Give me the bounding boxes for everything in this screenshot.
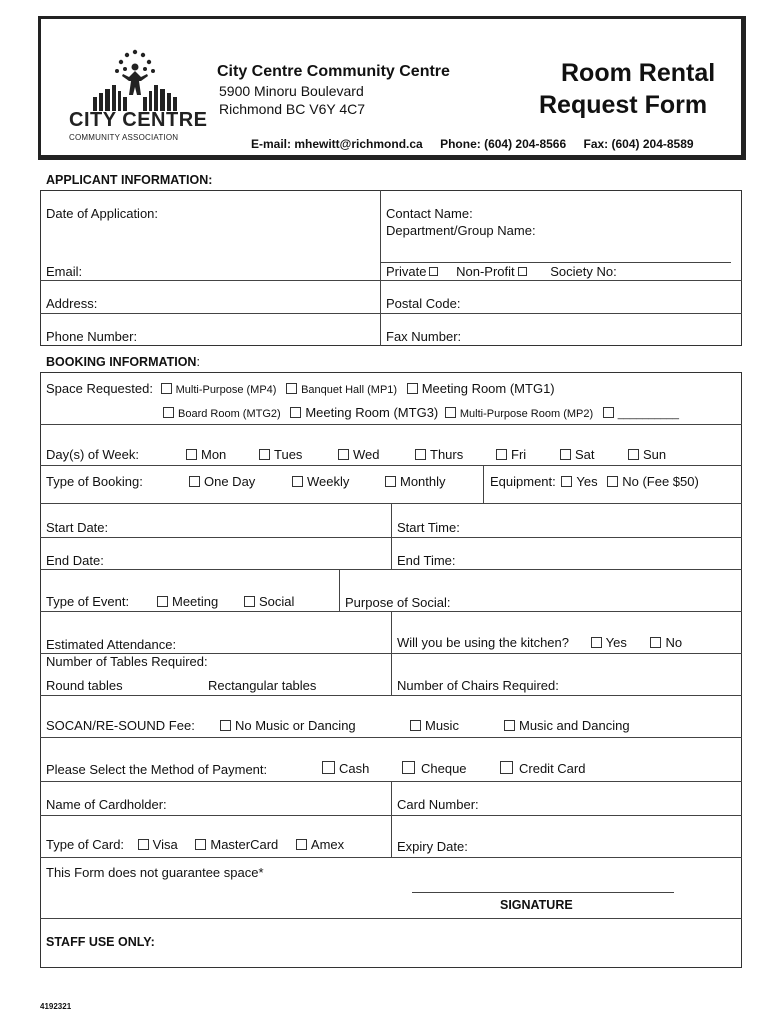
payment-credit-card[interactable]: Credit Card [500, 761, 585, 776]
type-of-booking-label: Type of Booking: [46, 474, 143, 489]
sun-checkbox[interactable] [628, 449, 639, 460]
booking-monthly[interactable]: Monthly [385, 474, 446, 489]
expiry-date-label[interactable]: Expiry Date: [397, 839, 468, 854]
round-tables-label[interactable]: Round tables [46, 678, 123, 693]
card-divider [391, 781, 392, 857]
board-room-label: Board Room (MTG2) [178, 408, 281, 420]
purpose-divider [339, 569, 340, 611]
banquet-hall-checkbox[interactable] [286, 383, 297, 394]
social-checkbox[interactable] [244, 596, 255, 607]
private-label: Private [386, 264, 427, 279]
cheque-checkbox[interactable] [402, 761, 415, 774]
type-of-event-label: Type of Event: [46, 594, 130, 609]
non-profit-label: Non-Profit [456, 264, 515, 279]
booking-one-day[interactable]: One Day [189, 474, 255, 489]
mp2-label: Multi-Purpose Room (MP2) [459, 408, 594, 420]
visa-label: Visa [152, 837, 178, 852]
row-divider [40, 280, 742, 281]
music-checkbox[interactable] [410, 720, 421, 731]
kitchen-yes-label: Yes [605, 635, 627, 650]
booking-weekly[interactable]: Weekly [292, 474, 349, 489]
mastercard-checkbox[interactable] [195, 839, 206, 850]
postal-code-label[interactable]: Postal Code: [386, 296, 461, 311]
organization-address-line2: Richmond BC V6Y 4C7 [219, 101, 366, 117]
other-space-blank[interactable]: __________ [617, 408, 679, 420]
form-code: 4192321 [40, 1002, 72, 1011]
event-social[interactable]: Social [244, 594, 294, 609]
socan-fee-label: SOCAN/RE-SOUND Fee: [46, 718, 195, 733]
mtg1-label: Meeting Room (MTG1) [421, 381, 555, 396]
mastercard-label: MasterCard [210, 837, 279, 852]
day-fri[interactable]: Fri [496, 447, 526, 462]
no-music-checkbox[interactable] [220, 720, 231, 731]
booking-section-title: BOOKING INFORMATION: [46, 355, 200, 369]
tues-checkbox[interactable] [259, 449, 270, 460]
estimated-attendance-label[interactable]: Estimated Attendance: [46, 637, 177, 652]
form-title-line2: Request Form [539, 91, 708, 119]
start-date-label[interactable]: Start Date: [46, 520, 109, 535]
equipment-no-label: No (Fee $50) [622, 474, 699, 489]
equipment-yes-label: Yes [576, 474, 598, 489]
day-thurs[interactable]: Thurs [415, 447, 463, 462]
mtg1-checkbox[interactable] [407, 383, 418, 394]
banquet-hall-label: Banquet Hall (MP1) [301, 384, 398, 396]
signature-label: SIGNATURE [500, 898, 573, 912]
board-room-checkbox[interactable] [163, 407, 174, 418]
signature-line[interactable] [412, 892, 674, 893]
monthly-checkbox[interactable] [385, 476, 396, 487]
row-divider [40, 815, 742, 816]
mon-checkbox[interactable] [186, 449, 197, 460]
logo-subtitle: COMMUNITY ASSOCIATION [69, 133, 179, 142]
kitchen-row [397, 635, 682, 650]
space-requested-row-1 [46, 381, 555, 396]
cash-checkbox[interactable] [322, 761, 335, 774]
contact-email[interactable]: E-mail: mhewitt@richmond.ca [251, 137, 423, 151]
day-sat[interactable]: Sat [560, 447, 595, 462]
mtg3-checkbox[interactable] [290, 407, 301, 418]
space-requested-label: Space Requested: [46, 381, 153, 396]
society-no-label[interactable]: Society No: [550, 264, 617, 279]
row-divider [40, 424, 742, 425]
email-label[interactable]: Email: [46, 264, 83, 279]
row-divider [40, 695, 742, 696]
mp4-checkbox[interactable] [161, 383, 172, 394]
organization-name: City Centre Community Centre [217, 63, 450, 80]
amex-label: Amex [310, 837, 345, 852]
visa-checkbox[interactable] [138, 839, 149, 850]
days-of-week-label: Day(s) of Week: [46, 447, 139, 462]
day-sun[interactable]: Sun [628, 447, 666, 462]
chairs-required-label[interactable]: Number of Chairs Required: [397, 678, 559, 693]
day-tues[interactable]: Tues [259, 447, 302, 462]
organization-type-row [386, 264, 617, 279]
fri-checkbox[interactable] [496, 449, 507, 460]
socan-music-dancing[interactable]: Music and Dancing [504, 718, 630, 733]
payment-cheque[interactable]: Cheque [402, 761, 467, 776]
amex-checkbox[interactable] [296, 839, 307, 850]
fax-number-label[interactable]: Fax Number: [386, 329, 462, 344]
address-label[interactable]: Address: [46, 296, 98, 311]
form-header [38, 16, 746, 160]
logo-wordmark: CITY CENTRE [69, 109, 208, 131]
type-of-card-label: Type of Card: [46, 837, 125, 852]
department-label[interactable]: Department/Group Name: [386, 223, 536, 238]
space-requested-row-2 [163, 405, 679, 420]
applicant-divider [380, 190, 381, 346]
kitchen-yes-checkbox[interactable] [591, 637, 602, 648]
mp2-checkbox[interactable] [445, 407, 456, 418]
contact-line [251, 137, 708, 151]
other-space-checkbox[interactable] [603, 407, 614, 418]
end-date-label[interactable]: End Date: [46, 553, 104, 568]
applicant-section-title: APPLICANT INFORMATION: [46, 173, 213, 187]
organization-address-line1: 5900 Minoru Boulevard [219, 83, 364, 99]
contact-fax: Fax: (604) 204-8589 [583, 137, 694, 151]
mp4-label: Multi-Purpose (MP4) [175, 384, 277, 396]
date-of-application-label[interactable]: Date of Application: [46, 206, 159, 221]
row-divider [40, 569, 742, 570]
credit-card-checkbox[interactable] [500, 761, 513, 774]
meeting-checkbox[interactable] [157, 596, 168, 607]
wed-checkbox[interactable] [338, 449, 349, 460]
one-day-checkbox[interactable] [189, 476, 200, 487]
row-divider [40, 737, 742, 738]
sat-checkbox[interactable] [560, 449, 571, 460]
day-mon[interactable]: Mon [186, 447, 226, 462]
date-time-divider [391, 503, 392, 569]
end-time-label[interactable]: End Time: [397, 553, 456, 568]
staff-use-label: STAFF USE ONLY: [46, 935, 155, 949]
equipment-row [490, 474, 699, 489]
card-number-label[interactable]: Card Number: [397, 797, 479, 812]
rectangular-tables-label[interactable]: Rectangular tables [208, 678, 317, 693]
purpose-of-social-label[interactable]: Purpose of Social: [345, 595, 451, 610]
non-profit-checkbox[interactable] [518, 267, 527, 276]
department-underline [381, 262, 731, 263]
mtg3-label: Meeting Room (MTG3) [305, 405, 439, 420]
equipment-yes-checkbox[interactable] [561, 476, 572, 487]
payment-method-label: Please Select the Method of Payment: [46, 762, 268, 777]
row-divider [40, 918, 742, 919]
payment-cash[interactable]: Cash [322, 761, 369, 776]
event-meeting[interactable]: Meeting [157, 594, 218, 609]
row-divider [40, 465, 742, 466]
weekly-checkbox[interactable] [292, 476, 303, 487]
kitchen-no-checkbox[interactable] [650, 637, 661, 648]
row-divider [40, 537, 742, 538]
private-checkbox[interactable] [429, 267, 438, 276]
contact-name-label[interactable]: Contact Name: [386, 206, 473, 221]
type-of-card-row [46, 837, 344, 852]
contact-phone: Phone: (604) 204-8566 [440, 137, 567, 151]
form-title-line1: Room Rental [561, 59, 716, 87]
kitchen-no-label: No [665, 635, 683, 650]
disclaimer-text: This Form does not guarantee space* [46, 865, 264, 880]
row-divider [40, 313, 742, 314]
thurs-checkbox[interactable] [415, 449, 426, 460]
socan-music[interactable]: Music [410, 718, 459, 733]
music-dancing-checkbox[interactable] [504, 720, 515, 731]
tables-required-label: Number of Tables Required: [46, 654, 208, 669]
equipment-no-checkbox[interactable] [607, 476, 618, 487]
socan-no-music[interactable]: No Music or Dancing [220, 718, 356, 733]
cardholder-label[interactable]: Name of Cardholder: [46, 797, 167, 812]
row-divider [40, 857, 742, 858]
kitchen-question: Will you be using the kitchen? [397, 635, 569, 650]
day-wed[interactable]: Wed [338, 447, 380, 462]
equipment-divider [483, 465, 484, 503]
equipment-label: Equipment: [490, 474, 556, 489]
start-time-label[interactable]: Start Time: [397, 520, 460, 535]
phone-number-label[interactable]: Phone Number: [46, 329, 138, 344]
